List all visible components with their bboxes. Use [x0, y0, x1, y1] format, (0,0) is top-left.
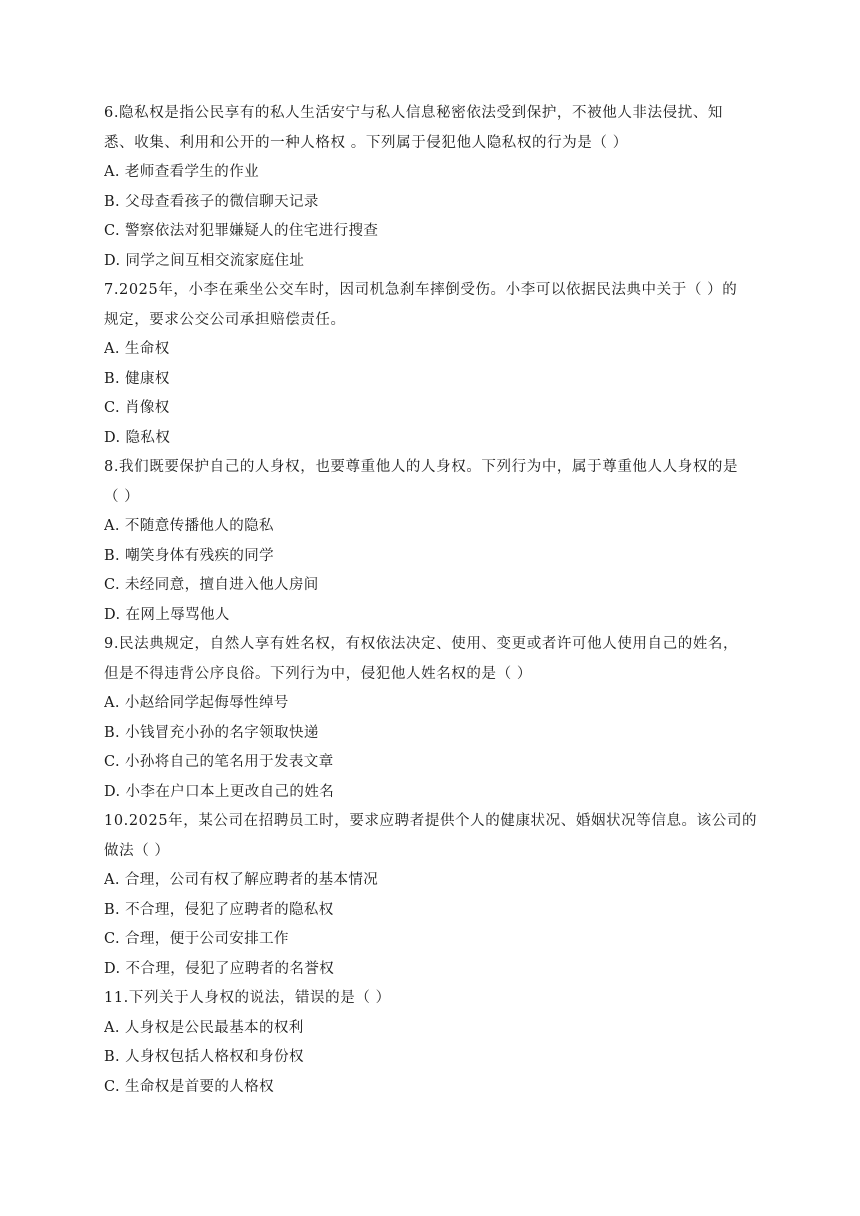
- question-9-option-a: A. 小赵给同学起侮辱性绰号: [104, 695, 289, 711]
- question-10-option-d: D. 不合理，侵犯了应聘者的名誉权: [104, 960, 335, 977]
- question-7: [104, 276, 764, 453]
- question-6-option-d: D. 同学之间互相交流家庭住址: [104, 252, 305, 269]
- question-7-stem-line-2: 规定，要求公交公司承担赔偿责任。: [104, 311, 346, 328]
- question-6-stem-line-1: 6.隐私权是指公民享有的私人生活安宁与私人信息秘密依法受到保护，不被他人非法侵扰、知: [104, 105, 724, 121]
- question-8-stem-line-2: （ ）: [104, 488, 140, 505]
- question-6-stem-line-2: 悉、收集、利用和公开的一种人格权 。下列属于侵犯他人隐私权的行为是（ ）: [104, 134, 628, 151]
- question-11-option-a: A. 人身权是公民最基本的权利: [104, 1019, 304, 1036]
- question-9-option-c: C. 小孙将自己的笔名用于发表文章: [104, 754, 334, 770]
- question-10-stem-line-2: 做法（ ）: [104, 842, 170, 859]
- question-10-stem-line-1: 10.2025年，某公司在招聘员工时，要求应聘者提供个人的健康状况、婚姻状况等信息。该公司的: [104, 813, 758, 829]
- question-9-option-b: B. 小钱冒充小孙的名字领取快递: [104, 724, 319, 741]
- question-11-option-c: C. 生命权是首要的人格权: [104, 1078, 274, 1095]
- question-8-option-a: A. 不随意传播他人的隐私: [104, 518, 274, 534]
- question-10: [104, 807, 764, 984]
- question-8-option-c: C. 未经同意，擅自进入他人房间: [104, 577, 319, 593]
- question-9: [104, 630, 764, 807]
- question-10-option-c: C. 合理，便于公司安排工作: [104, 931, 289, 947]
- question-6: [104, 99, 764, 276]
- question-7-option-a: A. 生命权: [104, 341, 170, 357]
- question-8-option-d: D. 在网上辱骂他人: [104, 606, 230, 623]
- question-8-option-b: B. 嘲笑身体有残疾的同学: [104, 547, 275, 564]
- question-8-stem-line-1: 8.我们既要保护自己的人身权，也要尊重他人的人身权。下列行为中，属于尊重他人人身权的是: [104, 459, 739, 475]
- question-6-option-c: C. 警察依法对犯罪嫌疑人的住宅进行搜查: [104, 223, 379, 239]
- question-7-option-d: D. 隐私权: [104, 429, 171, 446]
- question-9-stem-line-1: 9.民法典规定，自然人享有姓名权，有权依法决定、使用、变更或者许可他人使用自己的姓名，: [104, 636, 739, 652]
- question-7-option-c: C. 肖像权: [104, 400, 170, 416]
- question-6-option-b: B. 父母查看孩子的微信聊天记录: [104, 193, 319, 210]
- question-10-option-a: A. 合理，公司有权了解应聘者的基本情况: [104, 872, 379, 888]
- question-11: [104, 984, 764, 1102]
- question-6-option-a: A. 老师查看学生的作业: [104, 164, 259, 180]
- question-list: [104, 99, 764, 1102]
- question-9-option-d: D. 小李在户口本上更改自己的姓名: [104, 783, 335, 800]
- question-7-stem-line-1: 7.2025年，小李在乘坐公交车时，因司机急刹车摔倒受伤。小李可以依据民法典中关于（ ）的: [104, 282, 738, 298]
- question-7-option-b: B. 健康权: [104, 370, 170, 387]
- question-11-stem-line-1: 11.下列关于人身权的说法，错误的是（ ）: [104, 990, 391, 1006]
- question-8: [104, 453, 764, 630]
- question-11-option-b: B. 人身权包括人格权和身份权: [104, 1049, 304, 1065]
- question-9-stem-line-2: 但是不得违背公序良俗。下列行为中，侵犯他人姓名权的是（ ）: [104, 665, 533, 682]
- question-10-option-b: B. 不合理，侵犯了应聘者的隐私权: [104, 901, 334, 918]
